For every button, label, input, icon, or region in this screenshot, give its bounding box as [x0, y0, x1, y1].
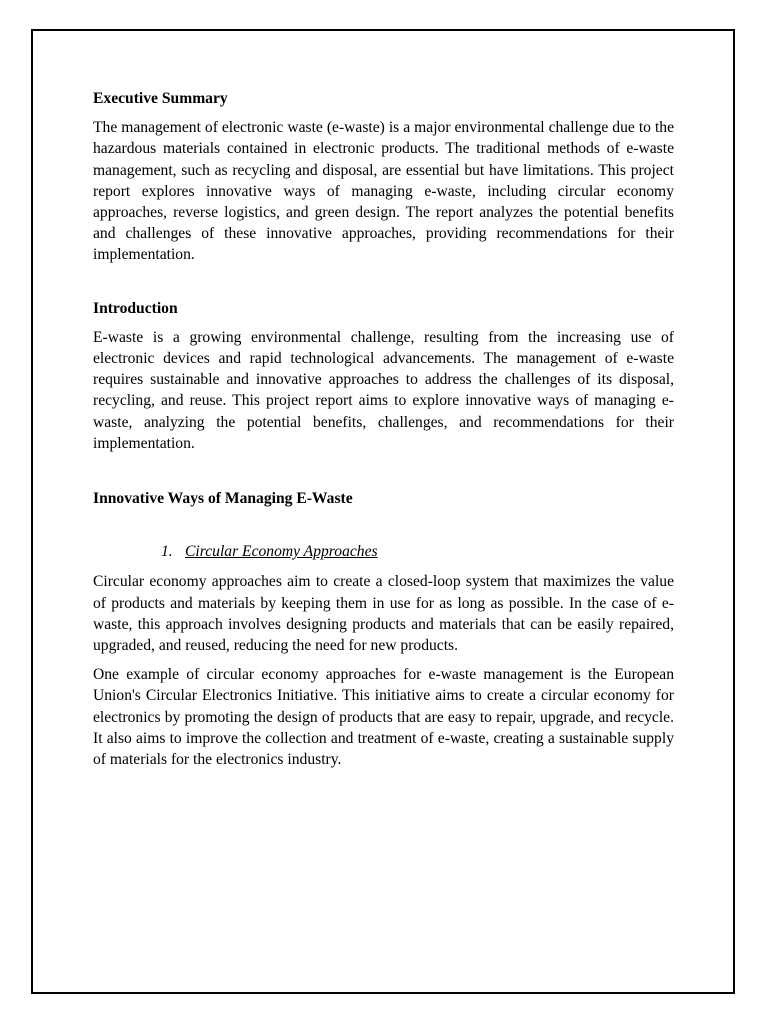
circular-economy-example-paragraph: One example of circular economy approaches for e-waste management is the European Union's Circular Electronics Initiative. This initiative aims to create a circular economy for electronics by promoting the design of products that are easy to repair, upgrade, and recycle. It also aims to improve the collection and treatment of e-waste, creating a sustainable supply of materials for the electronics industry. [93, 666, 674, 769]
introduction-heading: Introduction [93, 299, 178, 317]
executive-summary-heading: Executive Summary [93, 90, 228, 107]
introduction-paragraph: E-waste is a growing environmental challenge, resulting from the increasing use of electronic devices and rapid technological advancements. The management of e-waste requires sustainable and innovative approaches to address the challenges of its disposal, recycling, and reuse. This project report aims to explore innovative ways of managing e-waste, analyzing the potential benefits, challenges, and recommendations for their implementation. [93, 328, 674, 452]
circular-economy-paragraph: Circular economy approaches aim to create a closed-loop system that maximizes the value of products and materials by keeping them in use for as long as possible. In the case of e-waste, this approach involves designing products and materials that can be easily repaired, upgraded, and reused, reducing the need for new products. [93, 573, 674, 655]
innovative-ways-heading: Innovative Ways of Managing E-Waste [93, 490, 353, 508]
document-body [93, 86, 674, 770]
circular-economy-subheading [161, 541, 674, 562]
executive-summary-paragraph: The management of electronic waste (e-waste) is a major environmental challenge due to the hazardous materials contained in electronic products. The traditional methods of e-waste management, such as recycling and disposal, are essential but have limitations. This project report explores innovative ways of managing e-waste, including circular economy approaches, reverse logistics, and green design. The report analyzes the potential benefits and challenges of these innovative approaches, providing recommendations for their implementation. [93, 119, 674, 264]
subsection-title: Circular Economy Approaches [185, 543, 378, 561]
subsection-number: 1. [161, 543, 173, 561]
